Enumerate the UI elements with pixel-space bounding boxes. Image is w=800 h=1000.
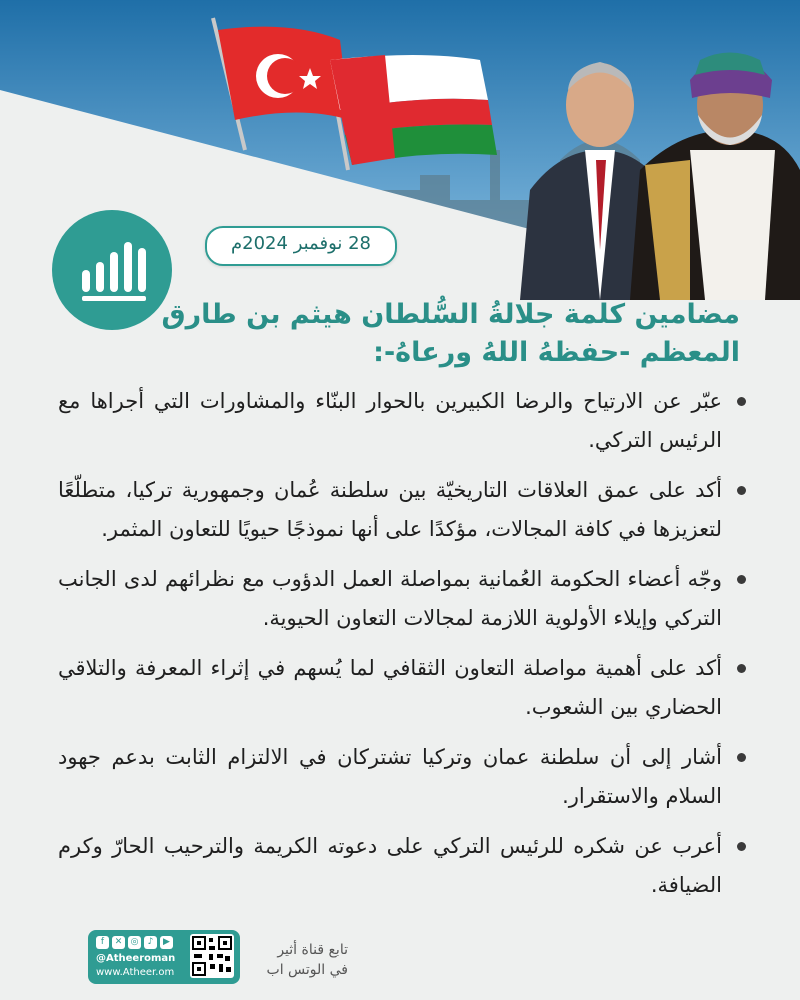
oman-flag <box>330 55 497 165</box>
bullet-icon <box>737 486 746 495</box>
social-handle[interactable]: @Atheeroman <box>96 953 176 964</box>
bullet-icon <box>737 842 746 851</box>
facebook-icon[interactable]: f <box>96 936 109 949</box>
bullet-icon <box>737 664 746 673</box>
bullet-icon <box>737 575 746 584</box>
qr-code-icon <box>190 934 234 978</box>
list-item: عبّر عن الارتياح والرضا الكبيرين بالحوار البنّاء والمشاورات التي أجراها مع الرئيس التركي. <box>58 382 748 460</box>
list-item: أشار إلى أن سلطنة عمان وتركيا تشتركان في الالتزام الثابت بدعم جهود السلام والاستقرار. <box>58 738 748 816</box>
date-badge: 28 نوفمبر 2024م <box>205 226 397 266</box>
list-item: أكد على عمق العلاقات التاريخيّة بين سلطنة عُمان وجمهورية تركيا، متطلّعًا لتعزيزها في كافة المجالات، مؤكدًا على أنها نموذجًا حيويًا للتعاون المثمر. <box>58 471 748 549</box>
youtube-icon[interactable]: ▶ <box>160 936 173 949</box>
list-item: أعرب عن شكره للرئيس التركي على دعوته الكريمة والترحيب الحارّ وكرم الضيافة. <box>58 827 748 905</box>
website-link[interactable]: www.Atheer.om <box>96 967 175 978</box>
tiktok-icon[interactable]: ♪ <box>144 936 157 949</box>
list-item: أكد على أهمية مواصلة التعاون الثقافي لما يُسهم في إثراء المعرفة والتلاقي الحضاري بين الشعوب. <box>58 649 748 727</box>
bullet-icon <box>737 753 746 762</box>
instagram-icon[interactable]: ◎ <box>128 936 141 949</box>
whatsapp-follow[interactable]: تابع قناة أثير في الوتس اب <box>266 942 348 978</box>
list-item: وجّه أعضاء الحكومة العُمانية بمواصلة العمل الدؤوب مع نظرائهم لدى الجانب التركي وإيلاء الأولوية اللازمة لمجالات التعاون الحيوية. <box>58 560 748 638</box>
bullet-list <box>58 382 748 916</box>
page-title: مضامين كلمة جلالةُ السُّلطان هيثم بن طارق المعظم -حفظهُ اللهُ ورعاهُ-: <box>161 299 740 368</box>
x-icon[interactable]: ✕ <box>112 936 125 949</box>
social-icons <box>96 936 173 949</box>
bullet-icon <box>737 397 746 406</box>
